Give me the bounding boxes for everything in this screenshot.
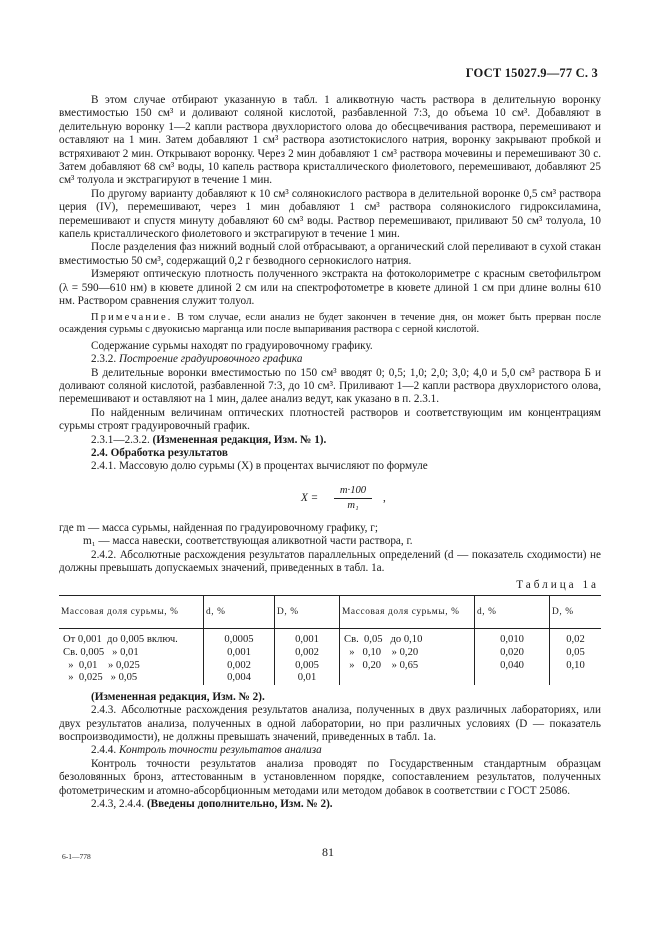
formula [59,484,601,512]
where-line: где m — масса сурьмы, найденная по градуировочному графику, г; [59,521,378,534]
paragraph: 2.4.2. Абсолютные расхождения результатов параллельных определений (d — показатель сходимости) не должны превышать допускаемых значений, приведенных в табл. 1а. [59,548,601,574]
note-text: В том случае, если анализ не будет закончен в течение дня, он может быть прерван после осаждения сурьмы с двуокисью марганца или после выпаривания раствора с серной кислотой. [59,311,601,336]
table-header: Массовая доля сурьмы, % [340,595,475,629]
section-heading: 2.4. Обработка результатов [91,446,228,459]
table-header: D, % [550,595,602,629]
paragraph: По найденным величинам оптических плотностей растворов и соответствующим им концентрациям сурьмы строят градуировочный график. [59,406,601,433]
section-title: Построение градуировочного графика [118,353,303,366]
table-row [59,629,601,685]
table-cell: От 0,001 до 0,005 включ. Св. 0,005 » 0,01 » 0,01 » 0,025 » 0,025 » 0,05 [63,634,178,684]
formula-denominator: m₁ [347,500,359,512]
table-cell: 0,02 0,05 0,10 [550,629,602,685]
formula-fraction [334,484,372,513]
table-header-row [59,595,601,629]
paragraph: В делительные воронки вместимостью по 150 см³ вводят 0; 0,5; 1,0; 2,0; 3,0; 4,0 и 5,0 см³ раствора Б и доливают соляной кислотой, разбавленной 7:3, до 10 см³. Приливают 1—2 капли раствора двухлористого олова, перемешивают и оставляют на 1 мин, далее анализ ведут, как указано в п. 2.3.1. [59,366,601,406]
table-header: Массовая доля сурьмы, % [59,595,204,629]
where-line: m₁ — масса навески, соответствующая аликвотной части раствора, г. [83,535,413,548]
table-header: d, % [475,595,550,629]
note [59,312,601,337]
table-caption: Таблица 1а [516,579,599,592]
paragraph: Измеряют оптическую плотность полученного экстракта на фотоколориметре с красным светофильтром (λ = 590—610 нм) в кювете длиной 2 см или на спектрофотометре в кювете длиной 1 см при длине волны 610 нм. Раствором сравнения служит толуол. [59,268,601,308]
table-header: D, % [275,595,340,629]
section-title: Контроль точности результатов анализа [118,744,322,757]
table-cell: 0,0005 0,001 0,002 0,004 [204,629,275,685]
section-heading [59,353,601,366]
paragraph: 2.4.1. Массовую долю сурьмы (X) в процентах вычисляют по формуле [91,460,428,473]
footer-code: 6-1—778 [62,852,91,861]
section-heading [59,744,601,757]
formula-lhs: X = [301,491,319,504]
edition-note: (Измененная редакция, Изм. № 2). [91,690,265,703]
paragraph: По другому варианту добавляют к 10 см³ солянокислого раствора в делительной воронке 0,5 см³ раствора церия (IV), перемешивают, через 1 мин добавляют 1 см³ раствора солянокислого гидроксиламина, перемешивают и спустя минуту добавляют 60 см³ воды. Раствор перемешивают, приливают 50 см³ толуола, 10 капель кристаллического фиолетового и экстрагируют в течение 1 мин. [59,187,601,241]
table-cell: 0,010 0,020 0,040 [475,629,550,685]
edition-prefix: 2.4.3, 2.4.4. [91,798,145,810]
section-number: 2.4.4. [91,744,117,757]
note-label: Примечание. [91,311,173,323]
paragraph: Контроль точности результатов анализа проводят по Государственным стандартным образцам безоловянных бронз, аттестованным в установленном порядке, сопоставлением результатов, полученных фотометрическим и атомно-абсорбционным методами или методом добавок в соответствии с ГОСТ 25086. [59,757,601,797]
paragraph: Содержание сурьмы находят по градуировочному графику. [91,339,373,352]
table-cell: Св. 0,05 до 0,10 » 0,10 » 0,20 » 0,20 » 0,65 [340,629,475,685]
table-header: d, % [204,595,275,629]
table-1a [59,595,601,685]
edition-prefix: 2.3.1—2.3.2. [91,433,150,446]
paragraph: 2.4.3. Абсолютные расхождения результатов анализа, полученных в двух различных лабораториях, или двух результатов анализа, полученных в одной лаборатории, но при различных условиях (D — показатель воспроизводимости), не должны превышать значений, приведенных в табл. 1а. [59,704,601,743]
table-cell: 0,001 0,002 0,005 0,01 [275,629,340,685]
page-number: 81 [322,845,334,859]
paragraph: В этом случае отбирают указанную в табл. 1 аликвотную часть раствора в делительную воронку вместимостью 150 см³ и доливают соляной кислотой, разбавленной 7:3, до объема 10 см³. Добавляют в делительную воронку 1—2 капли раствора двухлористого олова до обесцвечивания раствора, перемешивают и оставляют на 1 мин. Затем добавляют 1 см³ раствора азотистокислого натрия, воронку закрывают пробкой и встряхивают 2 мин. Открывают воронку. Через 2 мин добавляют 1 см³ раствора мочевины и перемешивают 30 с. Затем добавляют 68 см³ воды, 10 капель раствора кристаллического фиолетового, перемешивают, добавляют 25 см³ толуола и экстрагируют в течение 1 мин. [59,94,601,187]
formula-numerator: m·100 [334,484,372,499]
section-number: 2.3.2. [91,353,117,366]
edition-note [59,798,601,811]
edition-note [59,434,601,447]
edition-text: (Измененная редакция, Изм. № 1). [152,433,327,446]
edition-text: (Введены дополнительно, Изм. № 2). [146,798,333,810]
paragraph: После разделения фаз нижний водный слой отбрасывают, а органический слой переливают в сухой стакан вместимостью 50 см³, содержащий 0,2 г безводного сернокислого натрия. [59,241,601,267]
document-body [59,94,601,811]
formula-tail: , [383,491,386,504]
page-header: ГОСТ 15027.9—77 С. 3 [465,66,598,80]
